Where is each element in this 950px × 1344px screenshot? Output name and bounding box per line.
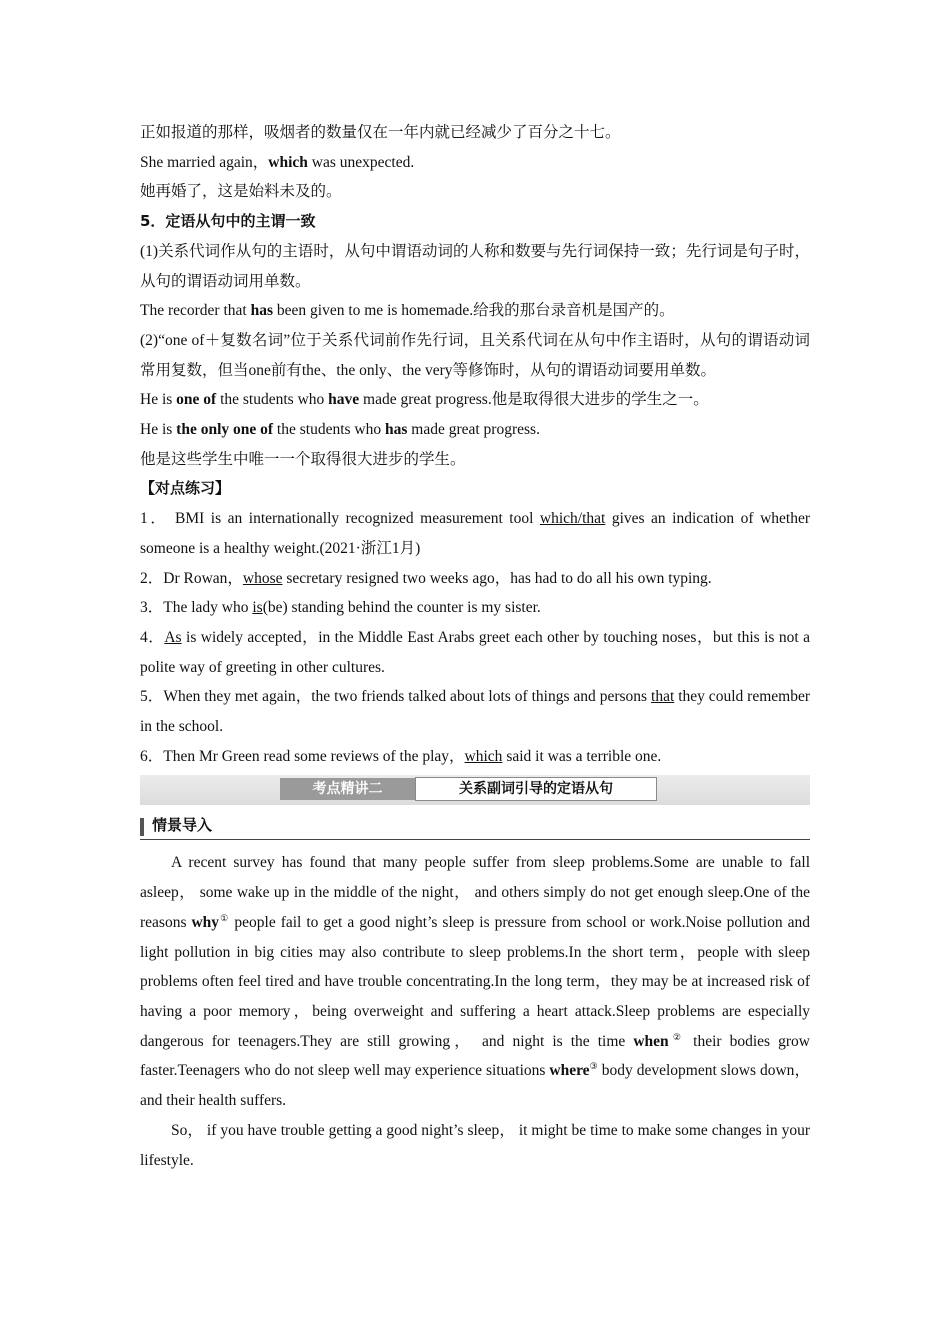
exercise-item: [140, 623, 810, 682]
bold-text: one of: [176, 391, 217, 409]
text-run: A recent survey has found that many people suffer from sleep problems.Some are unable to fall asleep， some wake up in the middle of the night， and others simply do not get enough sleep.One of the reasons: [140, 854, 810, 931]
text-run: made great progress.他是取得很大进步的学生之一。: [359, 391, 709, 409]
text-run: people fail to get a good night’s sleep is pressure from school or work.Noise pollution and light pollution in big cities may also contribute to sleep problems.In the short term，people with sleep problems often feel tired and have trouble concentrating.In the long term，they may be at increased risk of having a poor memory，being overweight and suffering a heart attack.Sleep problems are especially dangerous for teenagers.They are still growing， and night is the time: [140, 913, 810, 1050]
section-title: 关系副词引导的定语从句: [415, 777, 657, 801]
answer-blank: whose: [242, 569, 283, 587]
example-sentence: [140, 148, 810, 178]
text-run: She married again，: [140, 153, 269, 171]
text-line: 他是这些学生中唯一一个取得很大进步的学生。: [140, 450, 466, 468]
text-run: secretary resigned two weeks ago，has had to do all his own typing.: [282, 569, 712, 587]
subsection-title: 情景导入: [152, 816, 213, 835]
text-run: been given to me is homemade.给我的那台录音机是国产的。: [273, 302, 675, 320]
exercise-item: [140, 504, 810, 563]
example-sentence: [140, 385, 810, 415]
text-run: the students who: [216, 391, 329, 409]
exercise-item: [140, 682, 810, 741]
bold-text: has: [384, 421, 408, 439]
answer-blank: which: [464, 747, 503, 765]
bullet-bar-icon: [140, 818, 144, 836]
text-line: 她再婚了，这是始料未及的。: [140, 183, 342, 201]
answer-blank: that: [651, 688, 675, 706]
bold-text: has: [250, 302, 273, 320]
text-paragraph: (1)关系代词作从句的主语时，从句中谓语动词的人称和数要与先行词保持一致；先行词是句子时，从句的谓语动词用单数。: [140, 242, 810, 290]
text-run: He is: [140, 421, 177, 439]
bold-text: when: [633, 1032, 669, 1050]
reading-paragraph: So， if you have trouble getting a good night’s sleep， it might be time to make some changes in your lifestyle.: [140, 1121, 810, 1169]
text-run: they could remember in the school.: [140, 688, 810, 736]
exercise-item: [140, 742, 810, 772]
bold-text: which: [268, 153, 308, 171]
answer-blank: As: [164, 628, 182, 646]
footnote-mark: ①: [219, 912, 230, 923]
text-run: body development slows down，and their health suffers.: [140, 1062, 810, 1110]
footnote-mark: ②: [668, 1031, 686, 1042]
text-paragraph: (2)“one of＋复数名词”位于关系代词前作先行词，且关系代词在从句中作主语时，从句的谓语动词常用复数，但当one前有the、the only、the very等修饰时，从句的谓语动词要用单数。: [140, 331, 810, 379]
reading-paragraph: [140, 848, 810, 1115]
text-run: The recorder that: [140, 302, 251, 320]
section-banner: [140, 775, 810, 805]
text-run: He is: [140, 391, 177, 409]
bold-text: the only one of: [176, 421, 274, 439]
bold-text: have: [328, 391, 360, 409]
example-sentence: [140, 296, 810, 326]
practice-heading: 【对点练习】: [140, 479, 231, 498]
text-run: 4．: [140, 628, 165, 646]
section-tag: 考点精讲二: [280, 778, 415, 800]
section-heading: 5．定语从句中的主谓一致: [140, 212, 316, 231]
text-run: 5．When they met again，the two friends talked about lots of things and persons: [140, 688, 652, 706]
exercise-item: [140, 593, 810, 623]
text-run: their bodies grow faster.Teenagers who do not sleep well may experience situations: [140, 1032, 810, 1080]
text-run: made great progress.: [407, 421, 540, 439]
text-run: 3．The lady who: [140, 599, 253, 617]
text-run: gives an indication of whether someone is a healthy weight.(2021·浙江1月): [140, 510, 810, 557]
exercise-item: [140, 564, 810, 594]
footnote-mark: ③: [589, 1061, 598, 1072]
subsection-header: [140, 815, 810, 840]
bold-text: why: [191, 913, 220, 931]
text-run: said it was a terrible one.: [502, 747, 662, 765]
document-page: [140, 118, 810, 1175]
text-run: (be) standing behind the counter is my sister.: [262, 599, 541, 617]
bold-text: where: [549, 1062, 590, 1080]
answer-blank: which/that: [539, 510, 606, 528]
text-run: was unexpected.: [307, 153, 415, 171]
example-sentence: [140, 415, 810, 445]
text-run: 2．Dr Rowan，: [140, 569, 243, 587]
text-line: 正如报道的那样，吸烟者的数量仅在一年内就已经减少了百分之十七。: [140, 124, 621, 141]
answer-blank: is: [252, 599, 263, 617]
text-run: is widely accepted，in the Middle East Arabs greet each other by touching noses，but this is not a polite way of greeting in other cultures.: [140, 628, 810, 676]
text-run: 6．Then Mr Green read some reviews of the play，: [140, 747, 465, 765]
text-run: 1． BMI is an internationally recognized measurement tool: [140, 510, 540, 528]
text-run: the students who: [273, 421, 385, 439]
